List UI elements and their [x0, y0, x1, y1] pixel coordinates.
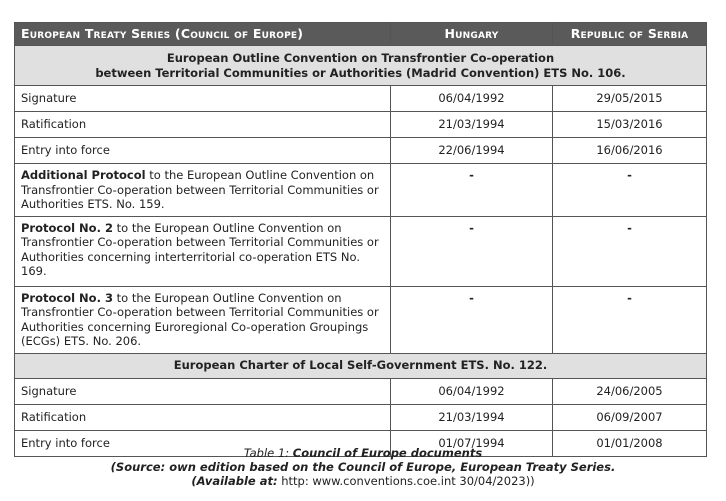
table-row — [15, 378, 707, 404]
protocol-label — [15, 216, 391, 286]
caption-prefix: Table 1: — [243, 446, 293, 460]
caption-source: (Source: own edition based on the Council of Europe, European Treaty Series. — [110, 460, 616, 474]
header-row — [15, 23, 707, 46]
table-row — [15, 404, 707, 430]
row-label: Ratification — [15, 404, 391, 430]
row-label: Ratification — [15, 112, 391, 138]
hungary-date: 06/04/1992 — [391, 86, 553, 112]
protocol-name: Additional Protocol — [21, 168, 146, 182]
hungary-value: - — [391, 216, 553, 286]
protocol-description: to the European Outline Convention on Transfrontier Co-operation between Territorial Communities or Authorities concerning interterritorial co-operation ETS No. 169. — [21, 220, 379, 278]
serbia-value: - — [553, 164, 707, 217]
caption-available-line — [0, 474, 726, 488]
section-row — [15, 46, 707, 86]
header-treaty-series: European Treaty Series (Council of Europe) — [15, 23, 391, 46]
header-serbia: Republic of Serbia — [553, 23, 707, 46]
protocol-row — [15, 216, 707, 286]
hungary-value: - — [391, 286, 553, 353]
protocol-name: Protocol No. 3 — [21, 290, 113, 305]
treaty-table — [14, 22, 707, 457]
serbia-date: 01/01/2008 — [553, 430, 707, 456]
caption-title-line — [0, 446, 726, 460]
serbia-date: 06/09/2007 — [553, 404, 707, 430]
hungary-value: - — [391, 164, 553, 217]
protocol-description: to the European Outline Convention on Transfrontier Co-operation between Territorial Communities or Authorities ETS. No. 159. — [21, 168, 379, 211]
serbia-date: 29/05/2015 — [553, 86, 707, 112]
row-label: Signature — [15, 86, 391, 112]
caption-available-value: http: www.conventions.coe.int 30/04/2023)) — [277, 474, 535, 488]
serbia-date: 15/03/2016 — [553, 112, 707, 138]
hungary-date: 06/04/1992 — [391, 378, 553, 404]
hungary-date: 21/03/1994 — [391, 112, 553, 138]
protocol-row — [15, 286, 707, 353]
section-title-madrid — [15, 46, 707, 86]
table-row — [15, 138, 707, 164]
table-caption — [0, 446, 726, 488]
protocol-row — [15, 164, 707, 217]
row-label: Entry into force — [15, 138, 391, 164]
protocol-label — [15, 286, 391, 353]
row-label: Entry into force — [15, 430, 391, 456]
serbia-value: - — [553, 216, 707, 286]
section-title-line1: European Outline Convention on Transfrontier Co-operation — [166, 51, 555, 65]
protocol-description: to the European Outline Convention on Transfrontier Co-operation between Territorial Communities or Authorities concerning Euroregional Co-operation Groupings (ECGs) ETS. No. 206. — [21, 290, 379, 348]
row-label: Signature — [15, 378, 391, 404]
table-row — [15, 112, 707, 138]
table-row — [15, 86, 707, 112]
protocol-name: Protocol No. 2 — [21, 220, 113, 235]
section-title-line2: between Territorial Communities or Authorities (Madrid Convention) ETS No. 106. — [95, 65, 626, 80]
hungary-date: 01/07/1994 — [391, 430, 553, 456]
caption-available-label: (Available at: — [191, 474, 278, 488]
protocol-label — [15, 164, 391, 217]
serbia-date: 24/06/2005 — [553, 378, 707, 404]
serbia-date: 16/06/2016 — [553, 138, 707, 164]
caption-title: Council of Europe documents — [292, 446, 483, 460]
hungary-date: 22/06/1994 — [391, 138, 553, 164]
section-row — [15, 353, 707, 378]
section-title-charter: European Charter of Local Self-Government ETS. No. 122. — [15, 353, 707, 378]
serbia-value: - — [553, 286, 707, 353]
hungary-date: 21/03/1994 — [391, 404, 553, 430]
header-hungary: Hungary — [391, 23, 553, 46]
